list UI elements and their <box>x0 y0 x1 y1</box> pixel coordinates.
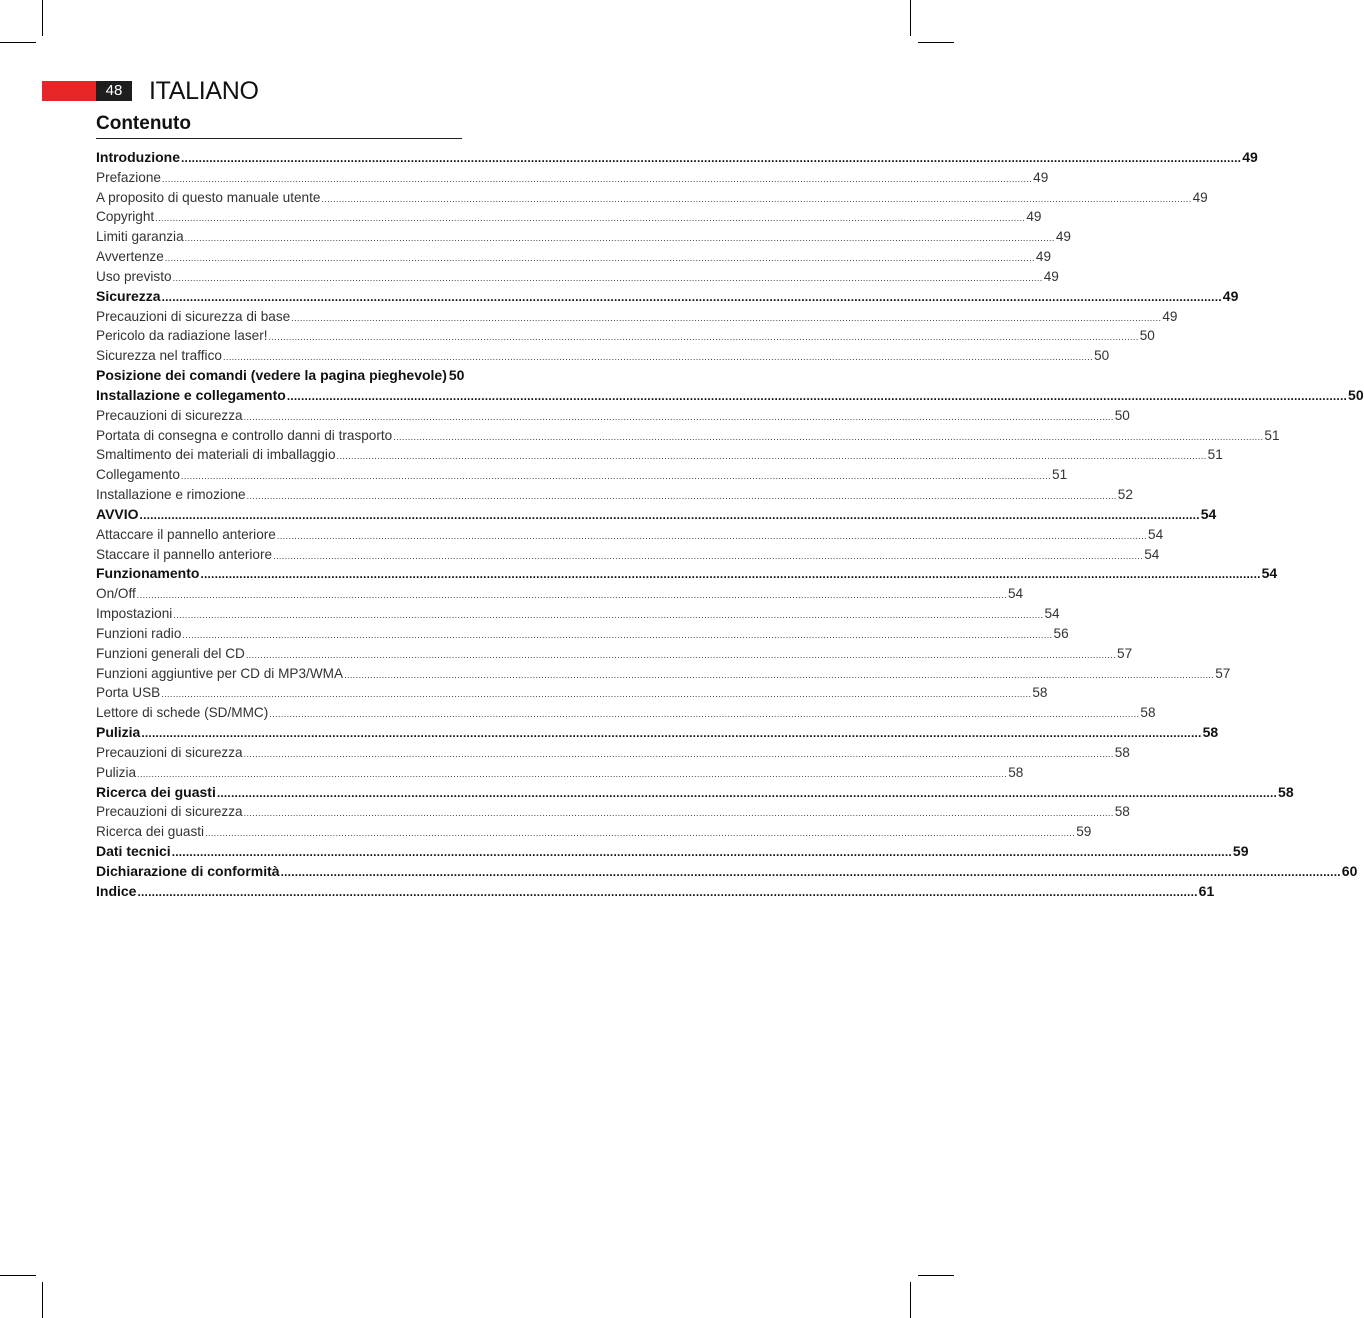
toc-entry-title: Installazione e rimozione <box>96 487 246 503</box>
crop-mark <box>910 0 911 36</box>
toc-entry-title: Porta USB <box>96 685 161 701</box>
toc-dot-leader: ............................................................................................................................................................................................................................................................................................................ <box>393 431 1264 442</box>
toc-entry[interactable] <box>96 287 1239 307</box>
toc-entry[interactable] <box>96 406 1130 426</box>
crop-mark <box>42 1282 43 1318</box>
toc-entry-page: 50 <box>1094 348 1110 364</box>
toc-entry-title: Ricerca dei guasti <box>96 783 216 800</box>
toc-dot-leader: ............................................................................................................................................................................................................................................................................................................ <box>200 567 1261 582</box>
toc-entry[interactable] <box>96 505 1217 525</box>
toc-entry-page: 52 <box>1117 487 1133 503</box>
toc-dot-leader: ............................................................................................................................................................................................................................................................................................................ <box>243 411 1114 422</box>
toc-dot-leader: ............................................................................................................................................................................................................................................................................................................ <box>181 151 1242 165</box>
toc-entry[interactable] <box>96 307 1178 327</box>
toc-entry-title: Precauzioni di sicurezza <box>96 407 243 423</box>
toc-entry-title: AVVIO <box>96 505 139 522</box>
crop-mark <box>0 42 36 43</box>
toc-entry[interactable] <box>96 207 1042 227</box>
page-number: 48 <box>96 81 132 101</box>
toc-entry-title: Avvertenze <box>96 249 164 265</box>
toc-entry-page: 49 <box>1192 189 1208 205</box>
toc-entry-title: Funzioni generali del CD <box>96 645 245 661</box>
toc-entry-title: Installazione e collegamento <box>96 386 286 403</box>
toc-entry-page: 58 <box>1008 764 1024 780</box>
toc-entry[interactable] <box>96 664 1231 684</box>
toc-entry-page: 58 <box>1140 705 1156 721</box>
toc-dot-leader: ............................................................................................................................................................................................................................................................................................................ <box>164 253 1035 264</box>
toc-entry-page: 57 <box>1215 665 1231 681</box>
toc-entry-title: Uso previsto <box>96 268 172 284</box>
toc-entry-page: 49 <box>1033 169 1049 185</box>
toc-entry-page: 54 <box>1007 586 1024 602</box>
toc-entry-title: Funzioni radio <box>96 625 182 641</box>
toc-entry-title: Precauzioni di sicurezza <box>96 744 243 760</box>
toc-dot-leader: ............................................................................................................................................................................................................................................................................................................ <box>136 590 1007 601</box>
toc-entry-title: Funzioni aggiuntive per CD di MP3/WMA <box>96 665 344 681</box>
toc-entry-page: 58 <box>1114 804 1130 820</box>
toc-entry-title: Prefazione <box>96 169 161 185</box>
toc-entry[interactable] <box>96 882 1215 902</box>
toc-entry[interactable] <box>96 842 1249 862</box>
toc-entry-page: 58 <box>1278 783 1294 800</box>
toc-entry[interactable] <box>96 267 1059 287</box>
toc-entry-page: 61 <box>1198 882 1215 899</box>
toc-dot-leader: ............................................................................................................................................................................................................................................................................................................ <box>137 768 1008 779</box>
toc-entry[interactable] <box>96 862 1358 882</box>
toc-dot-leader: ............................................................................................................................................................................................................................................................................................................ <box>246 491 1117 502</box>
toc-entry[interactable] <box>96 703 1156 723</box>
toc-entry-page: 49 <box>1222 287 1239 304</box>
toc-entry[interactable] <box>96 723 1219 743</box>
toc-entry-title: Collegamento <box>96 467 180 483</box>
toc-entry[interactable] <box>96 564 1278 584</box>
toc-entry-title: Limiti garanzia <box>96 229 184 245</box>
toc-entry-page: 51 <box>1207 447 1223 463</box>
toc-dot-leader: ............................................................................................................................................................................................................................................................................................................ <box>291 312 1162 323</box>
toc-entry[interactable] <box>96 822 1092 842</box>
toc-entry-page: 54 <box>1261 565 1278 582</box>
header-accent-bar <box>42 81 96 101</box>
toc-entry-title: Dichiarazione di conformità <box>96 862 280 879</box>
toc-entry[interactable] <box>96 386 1364 406</box>
toc-entry-title: Sicurezza <box>96 287 161 304</box>
toc-dot-leader: ............................................................................................................................................................................................................................................................................................................ <box>321 193 1192 204</box>
toc-entry[interactable] <box>96 346 1110 366</box>
toc-entry-page: 60 <box>1341 862 1358 879</box>
toc-dot-leader: ............................................................................................................................................................................................................................................................................................................ <box>141 726 1202 741</box>
toc-dot-leader: ............................................................................................................................................................................................................................................................................................................ <box>205 828 1076 839</box>
toc-dot-leader: ............................................................................................................................................................................................................................................................................................................ <box>243 748 1114 759</box>
toc-entry[interactable] <box>96 247 1052 267</box>
language-title: ITALIANO <box>149 77 259 105</box>
toc-dot-leader: ............................................................................................................................................................................................................................................................................................................ <box>222 352 1094 363</box>
toc-entry[interactable] <box>96 545 1160 565</box>
toc-entry-page: 58 <box>1114 744 1130 760</box>
table-of-contents <box>96 112 1364 901</box>
toc-entry[interactable] <box>96 227 1071 247</box>
toc-dot-leader: ............................................................................................................................................................................................................................................................................................................ <box>173 610 1044 621</box>
toc-entry-title: Posizione dei comandi (vedere la pagina pieghevole) <box>96 367 447 384</box>
toc-dot-leader: ............................................................................................................................................................................................................................................................................................................ <box>280 864 1341 879</box>
toc-entry-page: 54 <box>1144 546 1160 562</box>
toc-entry-title: Funzionamento <box>96 565 200 582</box>
toc-entry-page: 59 <box>1076 824 1092 840</box>
toc-entry[interactable] <box>96 485 1133 505</box>
toc-list <box>96 148 1364 901</box>
toc-entry[interactable] <box>96 783 1294 803</box>
toc-entry-page: 50 <box>1348 386 1364 403</box>
toc-entry[interactable] <box>96 802 1130 822</box>
toc-entry-title: Precauzioni di sicurezza di base <box>96 308 291 324</box>
toc-entry[interactable] <box>96 683 1048 703</box>
toc-entry-title: A proposito di questo manuale utente <box>96 189 321 205</box>
toc-entry-title: Attaccare il pannello anteriore <box>96 526 276 542</box>
toc-entry-page: 57 <box>1117 645 1133 661</box>
toc-entry[interactable] <box>96 644 1133 664</box>
crop-mark <box>918 1275 954 1276</box>
toc-dot-leader: ............................................................................................................................................................................................................................................................................................................ <box>172 272 1043 283</box>
toc-entry-page: 50 <box>1139 328 1155 344</box>
toc-entry-page: 50 <box>448 367 465 384</box>
toc-entry-page: 59 <box>1232 842 1249 859</box>
toc-dot-leader: ............................................................................................................................................................................................................................................................................................................ <box>268 332 1139 343</box>
toc-dot-leader: ............................................................................................................................................................................................................................................................................................................ <box>269 709 1140 720</box>
toc-entry[interactable] <box>96 366 465 386</box>
toc-entry-page: 51 <box>1264 427 1280 443</box>
toc-entry-title: Dati tecnici <box>96 842 171 859</box>
toc-entry-page: 49 <box>1035 249 1052 265</box>
toc-dot-leader: ............................................................................................................................................................................................................................................................................................................ <box>273 550 1144 561</box>
toc-entry-title: Ricerca dei guasti <box>96 824 205 840</box>
toc-entry-page: 54 <box>1044 606 1060 622</box>
toc-entry[interactable] <box>96 604 1060 624</box>
toc-entry[interactable] <box>96 445 1223 465</box>
toc-dot-leader: ............................................................................................................................................................................................................................................................................................................ <box>139 507 1200 522</box>
toc-dot-leader: ............................................................................................................................................................................................................................................................................................................ <box>180 471 1052 482</box>
toc-entry-page: 49 <box>1043 268 1059 284</box>
toc-dot-leader: ............................................................................................................................................................................................................................................................................................................ <box>171 844 1232 859</box>
toc-entry-page: 49 <box>1162 308 1178 324</box>
toc-dot-leader: ............................................................................................................................................................................................................................................................................................................ <box>161 689 1032 700</box>
toc-entry-title: Pericolo da radiazione laser! <box>96 328 268 344</box>
toc-dot-leader: ............................................................................................................................................................................................................................................................................................................ <box>286 388 1348 403</box>
crop-mark <box>918 42 954 43</box>
toc-entry[interactable] <box>96 763 1024 783</box>
toc-entry-title: Indice <box>96 882 137 899</box>
toc-entry[interactable] <box>96 743 1130 763</box>
toc-entry-title: Sicurezza nel traffico <box>96 348 222 364</box>
toc-entry-page: 49 <box>1055 229 1071 245</box>
toc-entry-page: 56 <box>1053 625 1069 641</box>
toc-entry[interactable] <box>96 465 1068 485</box>
toc-entry[interactable] <box>96 148 1258 168</box>
toc-dot-leader: ............................................................................................................................................................................................................................................................................................................ <box>344 669 1215 680</box>
toc-entry-title: Portata di consegna e controllo danni di trasporto <box>96 427 393 443</box>
toc-dot-leader: ............................................................................................................................................................................................................................................................................................................ <box>336 451 1207 462</box>
toc-entry-page: 51 <box>1052 467 1068 483</box>
toc-dot-leader: ............................................................................................................................................................................................................................................................................................................ <box>155 213 1026 224</box>
toc-entry-title: Copyright <box>96 209 155 225</box>
toc-entry-page: 54 <box>1148 526 1164 542</box>
toc-entry-page: 50 <box>1114 407 1130 423</box>
toc-entry-title: Precauzioni di sicurezza <box>96 804 243 820</box>
toc-dot-leader: ............................................................................................................................................................................................................................................................................................................ <box>162 173 1033 184</box>
toc-entry-page: 49 <box>1026 209 1042 225</box>
crop-mark <box>0 1275 36 1276</box>
toc-entry-page: 54 <box>1200 505 1217 522</box>
toc-entry[interactable] <box>96 624 1069 644</box>
toc-entry-title: Pulizia <box>96 764 137 780</box>
toc-entry[interactable] <box>96 584 1024 604</box>
toc-entry-title: Impostazioni <box>96 606 173 622</box>
toc-entry[interactable] <box>96 188 1208 208</box>
toc-entry-title: Pulizia <box>96 724 141 741</box>
toc-entry-title: Lettore di schede (SD/MMC) <box>96 705 269 721</box>
toc-dot-leader: ............................................................................................................................................................................................................................................................................................................ <box>243 808 1114 819</box>
toc-dot-leader: ............................................................................................................................................................................................................................................................................................................ <box>184 233 1055 244</box>
toc-entry-title: On/Off <box>96 586 136 602</box>
toc-entry-title: Smaltimento dei materiali di imballaggio <box>96 447 336 463</box>
toc-entry-page: 58 <box>1202 724 1219 741</box>
toc-dot-leader: ............................................................................................................................................................................................................................................................................................................ <box>137 884 1198 899</box>
toc-dot-leader: ............................................................................................................................................................................................................................................................................................................ <box>161 289 1222 304</box>
toc-entry[interactable] <box>96 426 1280 446</box>
crop-mark <box>42 0 43 36</box>
toc-entry[interactable] <box>96 168 1049 188</box>
toc-entry-title: Staccare il pannello anteriore <box>96 546 273 562</box>
toc-dot-leader: ............................................................................................................................................................................................................................................................................................................ <box>182 629 1053 640</box>
toc-dot-leader: ............................................................................................................................................................................................................................................................................................................ <box>276 530 1148 541</box>
toc-entry-page: 49 <box>1242 149 1258 165</box>
toc-dot-leader: ............................................................................................................................................................................................................................................................................................................ <box>216 785 1278 800</box>
toc-entry-title: Introduzione <box>96 149 180 165</box>
crop-mark <box>910 1282 911 1318</box>
toc-heading: Contenuto <box>96 112 462 139</box>
toc-entry[interactable] <box>96 326 1155 346</box>
toc-entry-page: 58 <box>1032 685 1048 701</box>
toc-dot-leader: ............................................................................................................................................................................................................................................................................................................ <box>245 649 1117 660</box>
toc-entry[interactable] <box>96 525 1164 545</box>
